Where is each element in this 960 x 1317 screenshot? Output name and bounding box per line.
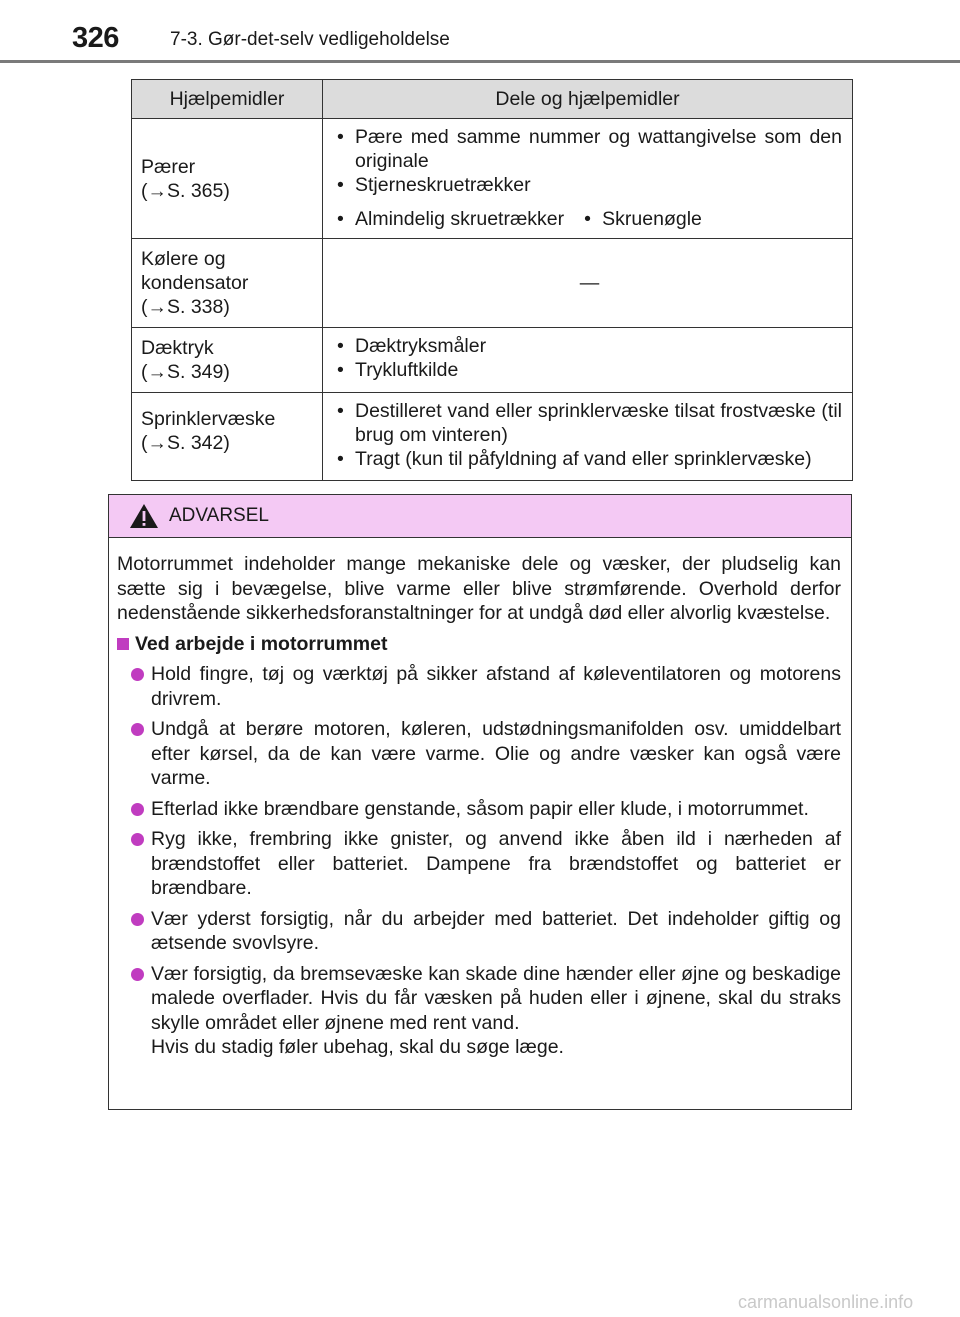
row-label-cell bbox=[132, 328, 323, 393]
list-item: • Stjerneskruetrækker bbox=[337, 174, 531, 196]
watermark: carmanualsonline.info bbox=[738, 1292, 914, 1312]
row-name: Pærer bbox=[141, 155, 196, 178]
circle-bullet-icon bbox=[131, 803, 144, 816]
circle-bullet-icon bbox=[131, 968, 144, 981]
list-item: Hold fingre, tøj og værktøj på sikker afstand af køleventilatoren og motorens drivrem. bbox=[117, 662, 841, 711]
row-reference-link[interactable]: (→S. 342) bbox=[141, 432, 230, 454]
row-label-cell bbox=[132, 239, 323, 328]
circle-bullet-icon bbox=[131, 913, 144, 926]
warning-intro: Motorrummet indeholder mange mekaniske dele og væsker, der pludselig kan sætte sig i bevægelse, blive varme eller blive strømførende. Overhold derfor nedenstående sikkerhedsforanstaltninger for at undgå død eller alvorlig kvæstelse. bbox=[117, 553, 841, 624]
page-header bbox=[0, 0, 960, 66]
circle-bullet-icon bbox=[131, 833, 144, 846]
circle-bullet-icon bbox=[131, 723, 144, 736]
list-item: • Destilleret vand eller sprinklervæske tilsat frostvæske (til brug om vinteren) bbox=[337, 400, 842, 446]
warning-box bbox=[108, 494, 852, 1110]
header-rule bbox=[0, 60, 960, 63]
warning-body bbox=[109, 538, 851, 1060]
table-row bbox=[132, 393, 853, 481]
list-item: • Dæktryksmåler bbox=[337, 335, 487, 357]
warning-header bbox=[109, 495, 851, 538]
warning-subheading: Ved arbejde i motorrummet bbox=[117, 632, 841, 657]
warning-extra-line: Hvis du stadig føler ubehag, skal du søge læge. bbox=[151, 1036, 564, 1058]
row-items-cell bbox=[323, 119, 853, 239]
parts-table bbox=[131, 79, 853, 481]
warning-label: ADVARSEL bbox=[169, 505, 269, 526]
row-name: kondensator bbox=[141, 272, 249, 294]
table-header-row bbox=[132, 80, 853, 119]
row-items-cell bbox=[323, 393, 853, 481]
list-item: Efterlad ikke brændbare genstande, såsom papir eller klude, i motorrummet. bbox=[117, 797, 841, 822]
row-name: Kølere og bbox=[141, 248, 226, 270]
row-reference-link[interactable]: (→S. 365) bbox=[141, 179, 230, 202]
row-label-cell bbox=[132, 393, 323, 481]
list-item: • Skruenøgle bbox=[584, 208, 702, 230]
list-item: Vær forsigtig, da bremsevæske kan skade dine hænder eller øjne og beskadige malede overflader. Hvis du får væsken på huden eller i øjnene, skal du straks skylle området eller øjnene med rent vand. Hvis du stadig føler ubehag, skal du søge læge. bbox=[117, 962, 841, 1060]
table-row bbox=[132, 239, 853, 328]
list-item: • Trykluftkilde bbox=[337, 359, 459, 381]
page-number: 326 bbox=[72, 22, 119, 54]
row-reference-link[interactable]: (→S. 338) bbox=[141, 296, 230, 318]
row-items-cell bbox=[323, 328, 853, 393]
square-bullet-icon bbox=[117, 638, 129, 650]
row-reference-link[interactable]: (→S. 349) bbox=[141, 361, 230, 383]
table-row bbox=[132, 328, 853, 393]
list-item: Ryg ikke, frembring ikke gnister, og anvend ikke åben ild i nærheden af brændstoffet eller batteriet. Dampene fra brændstoffet og batteriet er brændbare. bbox=[117, 827, 841, 901]
list-item: Undgå at berøre motoren, køleren, udstødningsmanifolden osv. umiddelbart efter kørsel, da de kan være varme. Olie og andre væsker kan også være varme. bbox=[117, 717, 841, 791]
list-item: • Pære med samme nummer og wattangivelse som den originale bbox=[337, 126, 842, 172]
warning-triangle-icon bbox=[129, 503, 159, 529]
circle-bullet-icon bbox=[131, 668, 144, 681]
list-item: • Almindelig skruetrækker bbox=[337, 208, 565, 230]
list-item: Vær yderst forsigtig, når du arbejder med batteriet. Det indeholder giftig og ætsende svovlsyre. bbox=[117, 907, 841, 956]
row-name: Sprinklervæske bbox=[141, 408, 276, 430]
section-title: 7-3. Gør-det-selv vedligeholdelse bbox=[170, 29, 450, 50]
list-item: • Tragt (kun til påfyldning af vand eller sprinklervæske) bbox=[337, 448, 812, 470]
column-header-tools: Hjælpemidler bbox=[132, 80, 323, 119]
row-name: Dæktryk bbox=[141, 337, 214, 359]
row-label-cell bbox=[132, 119, 323, 239]
empty-dash: — bbox=[579, 272, 600, 294]
row-items-cell bbox=[323, 239, 853, 328]
column-header-parts: Dele og hjælpemidler bbox=[323, 80, 853, 119]
table-row bbox=[132, 119, 853, 239]
